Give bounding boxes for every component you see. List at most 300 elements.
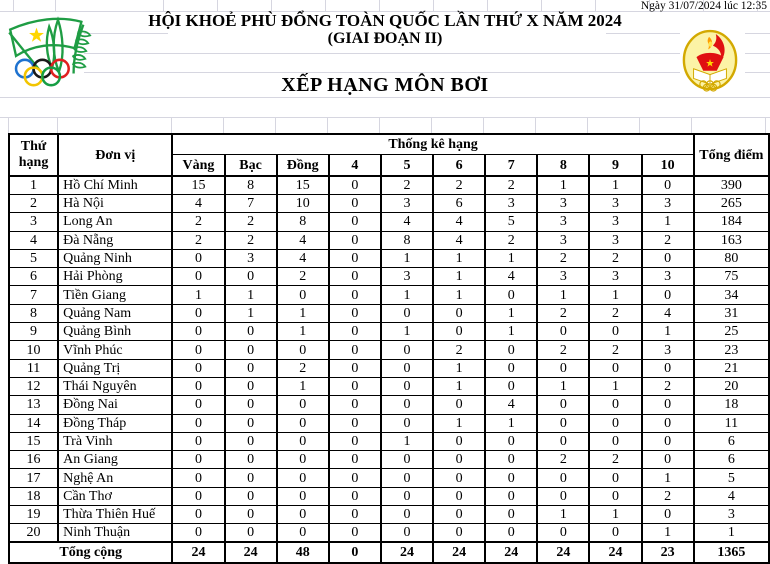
- gridline: [691, 117, 692, 133]
- footer-count-cell: 48: [277, 542, 329, 563]
- count-cell: 0: [381, 469, 433, 487]
- count-cell: 0: [485, 451, 537, 469]
- count-cell: 0: [225, 396, 277, 414]
- count-cell: 0: [381, 487, 433, 505]
- count-cell: 0: [642, 176, 694, 195]
- count-cell: 0: [381, 359, 433, 377]
- count-cell: 1: [537, 286, 589, 304]
- footer-count-cell: 24: [172, 542, 224, 563]
- count-cell: 2: [433, 176, 485, 195]
- stat-col-header: 10: [642, 155, 694, 177]
- count-cell: 4: [485, 396, 537, 414]
- laurel-leaves-icon: [73, 32, 91, 68]
- count-cell: 1: [225, 286, 277, 304]
- count-cell: 3: [537, 268, 589, 286]
- count-cell: 0: [485, 432, 537, 450]
- unit-cell: Thái Nguyên: [58, 377, 172, 395]
- count-cell: 0: [172, 506, 224, 524]
- unit-cell: Long An: [58, 213, 172, 231]
- count-cell: 10: [277, 195, 329, 213]
- count-cell: 1: [589, 286, 641, 304]
- count-cell: 0: [485, 359, 537, 377]
- rank-cell: 10: [9, 341, 58, 359]
- count-cell: 0: [485, 377, 537, 395]
- rank-cell: 20: [9, 524, 58, 543]
- gridline: [325, 0, 326, 11]
- gridline: [171, 117, 172, 133]
- count-cell: 1: [537, 506, 589, 524]
- gridline: [483, 117, 484, 133]
- stat-col-header: Đồng: [277, 155, 329, 177]
- table-row: [9, 341, 769, 359]
- count-cell: 0: [277, 432, 329, 450]
- count-cell: 0: [329, 323, 381, 341]
- total-cell: 265: [694, 195, 769, 213]
- count-cell: 4: [277, 249, 329, 267]
- rank-cell: 18: [9, 487, 58, 505]
- count-cell: 0: [172, 377, 224, 395]
- count-cell: 3: [589, 268, 641, 286]
- unit-cell: Vĩnh Phúc: [58, 341, 172, 359]
- count-cell: 0: [433, 524, 485, 543]
- table-row: [9, 231, 769, 249]
- count-cell: 1: [225, 304, 277, 322]
- total-cell: 23: [694, 341, 769, 359]
- count-cell: 4: [277, 231, 329, 249]
- unit-cell: Đồng Tháp: [58, 414, 172, 432]
- table-row: [9, 213, 769, 231]
- gridline: [433, 0, 434, 11]
- count-cell: 2: [589, 304, 641, 322]
- count-cell: 4: [172, 195, 224, 213]
- count-cell: 2: [537, 304, 589, 322]
- count-cell: 0: [329, 359, 381, 377]
- gridline: [57, 117, 58, 133]
- unit-cell: Trà Vinh: [58, 432, 172, 450]
- rank-cell: 16: [9, 451, 58, 469]
- rank-cell: 19: [9, 506, 58, 524]
- count-cell: 0: [225, 487, 277, 505]
- count-cell: 0: [589, 414, 641, 432]
- count-cell: 0: [329, 268, 381, 286]
- count-cell: 1: [381, 249, 433, 267]
- count-cell: 0: [642, 286, 694, 304]
- count-cell: 0: [537, 359, 589, 377]
- count-cell: 0: [329, 231, 381, 249]
- count-cell: 2: [642, 377, 694, 395]
- count-cell: 0: [172, 451, 224, 469]
- count-cell: 3: [642, 195, 694, 213]
- count-cell: 0: [381, 451, 433, 469]
- count-cell: 0: [642, 414, 694, 432]
- count-cell: 1: [642, 469, 694, 487]
- count-cell: 0: [329, 432, 381, 450]
- table-row: [9, 249, 769, 267]
- count-cell: 3: [537, 213, 589, 231]
- stat-col-header: 7: [485, 155, 537, 177]
- gridline: [327, 117, 328, 133]
- gridline: [223, 117, 224, 133]
- count-cell: 0: [381, 414, 433, 432]
- count-cell: 1: [277, 323, 329, 341]
- table-row: [9, 268, 769, 286]
- footer-count-cell: 24: [381, 542, 433, 563]
- footer-count-cell: 24: [433, 542, 485, 563]
- count-cell: 0: [642, 451, 694, 469]
- unit-cell: Đồng Nai: [58, 396, 172, 414]
- count-cell: 0: [433, 451, 485, 469]
- count-cell: 2: [381, 176, 433, 195]
- count-cell: 0: [329, 414, 381, 432]
- stat-col-header: 5: [381, 155, 433, 177]
- count-cell: 3: [381, 195, 433, 213]
- count-cell: 0: [172, 487, 224, 505]
- count-cell: 2: [589, 341, 641, 359]
- count-cell: 4: [381, 213, 433, 231]
- count-cell: 4: [642, 304, 694, 322]
- col-header-total: Tổng điểm: [694, 134, 769, 176]
- count-cell: 1: [642, 524, 694, 543]
- count-cell: 0: [225, 524, 277, 543]
- count-cell: 0: [329, 341, 381, 359]
- count-cell: 0: [329, 213, 381, 231]
- count-cell: 3: [537, 231, 589, 249]
- count-cell: 0: [329, 249, 381, 267]
- count-cell: 3: [485, 195, 537, 213]
- count-cell: 8: [381, 231, 433, 249]
- count-cell: 4: [433, 213, 485, 231]
- count-cell: 2: [277, 359, 329, 377]
- table-row: [9, 304, 769, 322]
- table-row: [9, 432, 769, 450]
- count-cell: 0: [277, 286, 329, 304]
- count-cell: 1: [642, 323, 694, 341]
- rank-cell: 11: [9, 359, 58, 377]
- count-cell: 0: [381, 377, 433, 395]
- count-cell: 0: [329, 176, 381, 195]
- count-cell: 0: [172, 524, 224, 543]
- event-title: HỘI KHOẺ PHÙ ĐỔNG TOÀN QUỐC LẦN THỨ X NĂM 2024: [148, 11, 622, 30]
- count-cell: 0: [225, 323, 277, 341]
- gridline: [541, 0, 542, 11]
- stat-col-header: Vàng: [172, 155, 224, 177]
- count-cell: 1: [433, 359, 485, 377]
- gridline: [217, 0, 218, 11]
- footer-label: Tổng cộng: [9, 542, 172, 563]
- count-cell: 4: [485, 268, 537, 286]
- count-cell: 0: [485, 524, 537, 543]
- gridline: [431, 117, 432, 133]
- count-cell: 3: [589, 231, 641, 249]
- total-cell: 3: [694, 506, 769, 524]
- count-cell: 0: [329, 506, 381, 524]
- grand-total-cell: 1365: [694, 542, 769, 563]
- table-row: [9, 286, 769, 304]
- gridline: [84, 53, 680, 54]
- event-stage: (GIAI ĐOẠN II): [327, 30, 443, 47]
- count-cell: 0: [381, 396, 433, 414]
- gridline: [275, 117, 276, 133]
- total-cell: 80: [694, 249, 769, 267]
- count-cell: 0: [329, 396, 381, 414]
- count-cell: 1: [485, 414, 537, 432]
- rank-cell: 15: [9, 432, 58, 450]
- count-cell: 0: [329, 195, 381, 213]
- gridline: [745, 53, 770, 54]
- torch-book-emblem: [681, 29, 739, 95]
- print-date: Ngày 31/07/2024 lúc 12:35: [640, 0, 767, 12]
- count-cell: 0: [381, 304, 433, 322]
- table-row: [9, 451, 769, 469]
- count-cell: 0: [329, 469, 381, 487]
- vietnam-sports-emblem: [3, 13, 111, 93]
- count-cell: 0: [172, 304, 224, 322]
- rank-cell: 12: [9, 377, 58, 395]
- unit-cell: Ninh Thuận: [58, 524, 172, 543]
- count-cell: 0: [589, 396, 641, 414]
- count-cell: 2: [642, 487, 694, 505]
- count-cell: 0: [537, 432, 589, 450]
- count-cell: 0: [433, 304, 485, 322]
- total-cell: 31: [694, 304, 769, 322]
- count-cell: 0: [329, 487, 381, 505]
- gridline: [163, 0, 164, 11]
- count-cell: 1: [433, 377, 485, 395]
- count-cell: 0: [433, 506, 485, 524]
- gridline: [379, 0, 380, 11]
- total-cell: 4: [694, 487, 769, 505]
- rank-cell: 17: [9, 469, 58, 487]
- count-cell: 0: [642, 359, 694, 377]
- count-cell: 3: [381, 268, 433, 286]
- gridline: [0, 117, 770, 118]
- rank-cell: 13: [9, 396, 58, 414]
- count-cell: 0: [277, 451, 329, 469]
- count-cell: 0: [537, 487, 589, 505]
- unit-cell: An Giang: [58, 451, 172, 469]
- ranking-table: [8, 133, 770, 564]
- count-cell: 1: [537, 176, 589, 195]
- col-header-rank: Thứ hạng: [9, 134, 58, 176]
- footer-count-cell: 24: [537, 542, 589, 563]
- count-cell: 0: [485, 469, 537, 487]
- count-cell: 0: [433, 487, 485, 505]
- total-cell: 18: [694, 396, 769, 414]
- count-cell: 0: [589, 524, 641, 543]
- count-cell: 15: [172, 176, 224, 195]
- count-cell: 0: [225, 469, 277, 487]
- count-cell: 0: [642, 396, 694, 414]
- unit-cell: Đà Nẵng: [58, 231, 172, 249]
- count-cell: 2: [537, 451, 589, 469]
- count-cell: 0: [485, 487, 537, 505]
- total-cell: 5: [694, 469, 769, 487]
- count-cell: 0: [172, 432, 224, 450]
- count-cell: 0: [537, 469, 589, 487]
- count-cell: 8: [277, 213, 329, 231]
- gridline: [639, 117, 640, 133]
- table-row: [9, 487, 769, 505]
- count-cell: 1: [589, 377, 641, 395]
- count-cell: 0: [589, 469, 641, 487]
- unit-cell: Hà Nội: [58, 195, 172, 213]
- count-cell: 1: [642, 213, 694, 231]
- count-cell: 0: [172, 249, 224, 267]
- table-row: [9, 323, 769, 341]
- count-cell: 1: [485, 249, 537, 267]
- count-cell: 0: [172, 323, 224, 341]
- unit-cell: Tiền Giang: [58, 286, 172, 304]
- count-cell: 0: [433, 469, 485, 487]
- count-cell: 0: [329, 304, 381, 322]
- count-cell: 0: [277, 506, 329, 524]
- footer-row: [9, 542, 769, 563]
- count-cell: 3: [589, 195, 641, 213]
- count-cell: 1: [589, 506, 641, 524]
- rank-cell: 6: [9, 268, 58, 286]
- gridline: [0, 97, 770, 98]
- footer-count-cell: 0: [329, 542, 381, 563]
- count-cell: 0: [329, 524, 381, 543]
- count-cell: 0: [381, 341, 433, 359]
- unit-cell: Cần Thơ: [58, 487, 172, 505]
- table-row: [9, 176, 769, 195]
- count-cell: 2: [589, 451, 641, 469]
- count-cell: 2: [642, 231, 694, 249]
- rank-cell: 5: [9, 249, 58, 267]
- unit-cell: Nghệ An: [58, 469, 172, 487]
- rank-cell: 7: [9, 286, 58, 304]
- count-cell: 3: [589, 213, 641, 231]
- gridline: [13, 0, 14, 11]
- count-cell: 1: [485, 323, 537, 341]
- count-cell: 1: [277, 304, 329, 322]
- col-header-stats-group: Thống kê hạng: [172, 134, 693, 155]
- table-row: [9, 469, 769, 487]
- table-row: [9, 396, 769, 414]
- count-cell: 0: [329, 286, 381, 304]
- count-cell: 0: [433, 432, 485, 450]
- count-cell: 0: [589, 432, 641, 450]
- footer-count-cell: 24: [485, 542, 537, 563]
- total-cell: 390: [694, 176, 769, 195]
- rank-cell: 4: [9, 231, 58, 249]
- count-cell: 2: [537, 249, 589, 267]
- count-cell: 0: [277, 414, 329, 432]
- count-cell: 0: [642, 432, 694, 450]
- gridline: [765, 117, 766, 133]
- count-cell: 0: [172, 396, 224, 414]
- count-cell: 0: [225, 359, 277, 377]
- total-cell: 34: [694, 286, 769, 304]
- count-cell: 5: [485, 213, 537, 231]
- count-cell: 2: [172, 231, 224, 249]
- count-cell: 8: [225, 176, 277, 195]
- count-cell: 0: [381, 524, 433, 543]
- total-cell: 21: [694, 359, 769, 377]
- count-cell: 0: [277, 396, 329, 414]
- count-cell: 0: [225, 506, 277, 524]
- rank-cell: 3: [9, 213, 58, 231]
- table-row: [9, 414, 769, 432]
- stat-col-header: 8: [537, 155, 589, 177]
- count-cell: 0: [589, 487, 641, 505]
- total-cell: 75: [694, 268, 769, 286]
- count-cell: 1: [381, 286, 433, 304]
- count-cell: 0: [433, 396, 485, 414]
- count-cell: 1: [381, 323, 433, 341]
- count-cell: 0: [485, 341, 537, 359]
- count-cell: 1: [433, 268, 485, 286]
- stat-col-header: 4: [329, 155, 381, 177]
- total-cell: 184: [694, 213, 769, 231]
- unit-cell: Hồ Chí Minh: [58, 176, 172, 195]
- count-cell: 2: [433, 341, 485, 359]
- count-cell: 0: [537, 524, 589, 543]
- rank-cell: 9: [9, 323, 58, 341]
- count-cell: 1: [433, 249, 485, 267]
- count-cell: 1: [485, 304, 537, 322]
- total-cell: 20: [694, 377, 769, 395]
- gridline: [535, 117, 536, 133]
- count-cell: 1: [589, 176, 641, 195]
- table-row: [9, 377, 769, 395]
- count-cell: 3: [642, 268, 694, 286]
- count-cell: 0: [589, 359, 641, 377]
- count-cell: 2: [277, 268, 329, 286]
- gridline: [55, 0, 56, 11]
- count-cell: 3: [642, 341, 694, 359]
- gridline: [8, 117, 9, 133]
- count-cell: 3: [537, 195, 589, 213]
- count-cell: 0: [485, 286, 537, 304]
- unit-cell: Quảng Ninh: [58, 249, 172, 267]
- count-cell: 2: [225, 213, 277, 231]
- count-cell: 2: [225, 231, 277, 249]
- count-cell: 0: [225, 414, 277, 432]
- count-cell: 0: [225, 268, 277, 286]
- count-cell: 0: [225, 432, 277, 450]
- count-cell: 0: [485, 506, 537, 524]
- count-cell: 0: [225, 377, 277, 395]
- count-cell: 0: [172, 359, 224, 377]
- total-cell: 6: [694, 432, 769, 450]
- stat-col-header: 9: [589, 155, 641, 177]
- header-row-groups: [9, 134, 769, 155]
- footer-count-cell: 23: [642, 542, 694, 563]
- footer-count-cell: 24: [225, 542, 277, 563]
- count-cell: 0: [277, 341, 329, 359]
- rank-cell: 1: [9, 176, 58, 195]
- count-cell: 15: [277, 176, 329, 195]
- count-cell: 7: [225, 195, 277, 213]
- count-cell: 2: [589, 249, 641, 267]
- unit-cell: Quảng Nam: [58, 304, 172, 322]
- total-cell: 25: [694, 323, 769, 341]
- page-title: XẾP HẠNG MÔN BƠI: [281, 74, 489, 96]
- unit-cell: Thừa Thiên Huế: [58, 506, 172, 524]
- stat-col-header: 6: [433, 155, 485, 177]
- count-cell: 0: [642, 506, 694, 524]
- count-cell: 0: [537, 396, 589, 414]
- count-cell: 0: [537, 414, 589, 432]
- count-cell: 1: [277, 377, 329, 395]
- table-row: [9, 195, 769, 213]
- count-cell: 0: [329, 377, 381, 395]
- total-cell: 163: [694, 231, 769, 249]
- total-cell: 11: [694, 414, 769, 432]
- count-cell: 2: [485, 231, 537, 249]
